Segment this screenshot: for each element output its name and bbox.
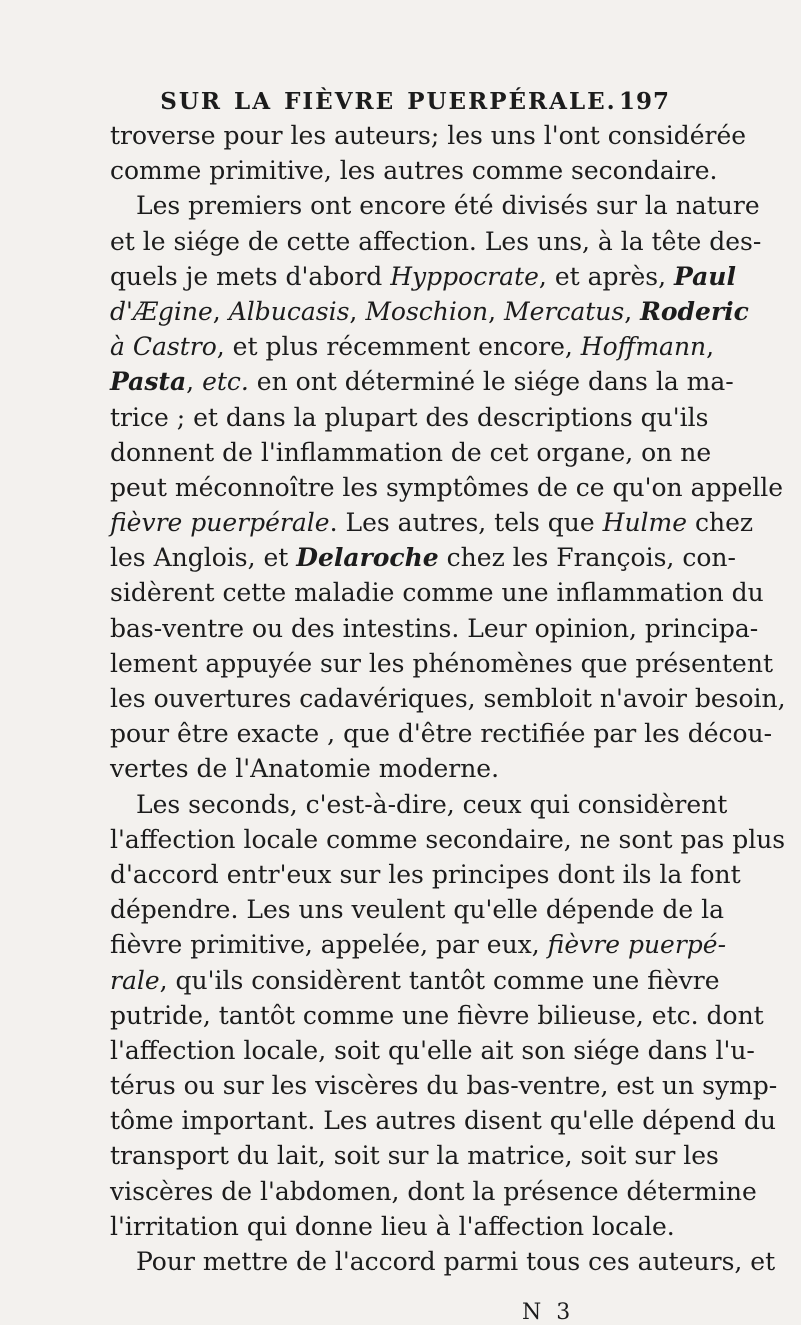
emphasized-text: Albucasis <box>228 296 350 326</box>
text-run: donnent de l'inflammation de cet organe, on ne <box>110 437 712 467</box>
text-run: , <box>624 296 641 326</box>
text-run: viscères de l'abdomen, dont la présence détermine <box>110 1176 757 1206</box>
text-run: térus ou sur les viscères du bas-ventre, est un symp- <box>110 1071 778 1101</box>
text-run: , qu'ils considèrent tantôt comme une fièvre <box>159 965 720 995</box>
text-run: comme primitive, les autres comme secondaire. <box>110 156 718 186</box>
text-run: et le siége de cette affection. Les uns, à la tête des- <box>110 226 762 256</box>
text-run: chez les François, con- <box>438 543 736 573</box>
text-run: , et après, <box>538 261 674 291</box>
text-run: Pour mettre de l'accord parmi tous ces auteurs, et <box>136 1247 776 1276</box>
text-line <box>110 1103 776 1138</box>
text-line <box>110 963 720 998</box>
text-line <box>110 259 736 294</box>
text-run: , <box>349 296 366 326</box>
emphasized-text: Hoffmann <box>580 332 707 362</box>
emphasized-text: Mercatus <box>503 296 625 326</box>
text-line <box>110 1033 755 1068</box>
emphasized-text: etc. <box>202 367 249 397</box>
text-run: vertes de l'Anatomie moderne. <box>110 754 500 784</box>
text-run: fièvre primitive, appelée, par eux, <box>110 930 548 960</box>
text-line <box>110 1068 778 1103</box>
emphasized-text: Hulme <box>602 508 688 538</box>
emphasized-text: à Castro <box>110 332 217 362</box>
text-run: , <box>186 367 203 397</box>
text-run: sidèrent cette maladie comme une inflammation du <box>110 578 764 608</box>
text-line <box>110 1209 675 1244</box>
text-line <box>110 857 741 892</box>
text-run: , <box>488 296 504 326</box>
text-run: peut méconnoître les symptômes de ce qu'on appelle <box>110 472 784 502</box>
text-run: dépendre. Les uns veulent qu'elle dépende de la <box>110 895 724 925</box>
emphasized-text: Pasta <box>110 367 187 397</box>
text-line <box>110 153 718 188</box>
text-run: , <box>706 332 715 362</box>
text-line <box>110 470 784 505</box>
emphasized-text: Hyppocrate <box>390 261 539 291</box>
text-run: trice ; et dans la plupart des descriptions qu'ils <box>110 402 709 432</box>
page-number: 197 <box>618 88 670 115</box>
text-line <box>110 294 749 329</box>
text-run: putride, tantôt comme une fièvre bilieuse, etc. dont <box>110 1000 764 1030</box>
text-run: d'accord entr'eux sur les principes dont ils la font <box>110 859 741 889</box>
text-line <box>110 822 786 857</box>
text-run: quels je mets d'abord <box>110 261 391 291</box>
emphasized-text: fièvre puerpé- <box>547 930 727 960</box>
text-run: , <box>212 296 229 326</box>
text-line <box>110 751 662 786</box>
text-run: l'affection locale, soit qu'elle ait son siége dans l'u- <box>110 1035 755 1065</box>
text-line <box>110 998 764 1033</box>
text-run: bas-ventre ou des intestins. Leur opinion, principa- <box>110 613 759 643</box>
text-run: , et plus récemment encore, <box>216 332 581 362</box>
body-text <box>110 118 786 1279</box>
text-run: transport du lait, soit sur la matrice, soit sur les <box>110 1141 719 1171</box>
text-line <box>110 329 715 364</box>
text-run: l'affection locale comme secondaire, ne sont pas plus <box>110 824 786 854</box>
text-line <box>110 892 724 927</box>
text-line <box>110 681 786 716</box>
text-run: pour être exacte , que d'être rectifiée par les décou- <box>110 719 773 749</box>
text-line <box>110 787 728 822</box>
text-run: Les seconds, c'est-à-dire, ceux qui considèrent <box>136 789 728 819</box>
text-line <box>110 364 734 399</box>
text-line <box>110 716 773 751</box>
page-header <box>140 88 670 115</box>
text-line <box>110 646 773 681</box>
emphasized-text: Paul <box>673 261 736 291</box>
text-line <box>110 188 760 223</box>
text-line <box>110 400 709 435</box>
text-run: les ouvertures cadavériques, sembloit n'avoir besoin, <box>110 684 786 713</box>
text-line <box>110 1138 719 1173</box>
running-head: SUR LA FIÈVRE PUERPÉRALE. <box>160 88 617 115</box>
emphasized-text: Delaroche <box>296 543 439 573</box>
text-line <box>110 927 727 962</box>
text-run: tôme important. Les autres disent qu'elle dépend du <box>110 1106 776 1136</box>
emphasized-text: Roderic <box>640 296 749 326</box>
text-line <box>110 540 736 575</box>
emphasized-text: rale <box>110 965 160 995</box>
text-run: troverse pour les auteurs; les uns l'ont considérée <box>110 121 747 150</box>
text-run: l'irritation qui donne lieu à l'affection locale. <box>110 1211 675 1241</box>
text-line <box>110 611 759 646</box>
text-line <box>110 575 764 610</box>
text-line <box>110 118 747 153</box>
text-line <box>110 1244 776 1279</box>
text-line <box>110 1174 757 1209</box>
text-line <box>110 435 712 470</box>
emphasized-text: d'Ægine <box>110 296 213 326</box>
text-run: en ont déterminé le siége dans la ma- <box>248 367 734 397</box>
text-run: lement appuyée sur les phénomènes que présentent <box>110 648 773 678</box>
text-run: Les premiers ont encore été divisés sur la nature <box>136 191 760 221</box>
text-run: chez <box>687 508 754 538</box>
text-run: les Anglois, et <box>110 543 297 573</box>
text-line <box>110 224 762 259</box>
text-line <box>110 505 754 540</box>
text-run: . Les autres, tels que <box>329 508 603 538</box>
emphasized-text: fièvre puerpérale <box>110 508 330 538</box>
signature-mark: N 3 <box>522 1300 575 1325</box>
emphasized-text: Moschion <box>365 296 489 326</box>
